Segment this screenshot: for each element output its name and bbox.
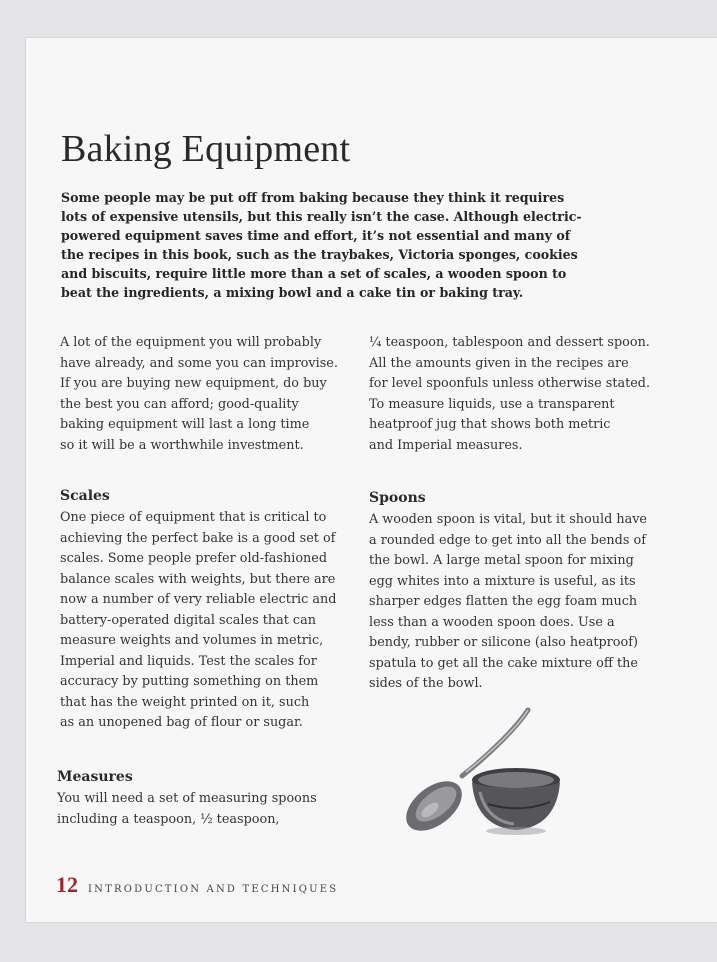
intro-paragraph: [61, 188, 601, 303]
text-line: measure weights and volumes in metric,: [60, 633, 324, 648]
intro-line: and biscuits, require little more than a set of scales, a wooden spoon to: [61, 266, 567, 282]
text-line: less than a wooden spoon does. Use a: [369, 614, 615, 630]
text-line: and Imperial measures.: [369, 437, 523, 453]
text-line: including a teaspoon, ½ teaspoon,: [57, 811, 280, 827]
spoons-heading: Spoons: [369, 490, 426, 506]
text-line: You will need a set of measuring spoons: [57, 791, 317, 806]
text-line: sides of the bowl.: [369, 676, 483, 691]
text-line: as an unopened bag of flour or sugar.: [60, 715, 303, 730]
measures-section: [57, 768, 347, 830]
text-line: spatula to get all the cake mixture off the: [369, 655, 638, 671]
scales-heading: Scales: [60, 488, 110, 504]
text-line: ¼ teaspoon, tablespoon and dessert spoon.: [369, 335, 650, 350]
text-line: baking equipment will last a long time: [60, 417, 310, 432]
text-line: bendy, rubber or silicone (also heatproof): [369, 635, 638, 650]
text-line: have already, and some you can improvise.: [60, 355, 338, 371]
text-line: One piece of equipment that is critical to: [60, 510, 327, 525]
text-line: so it will be a worthwhile investment.: [60, 437, 304, 453]
text-line: scales. Some people prefer old-fashioned: [60, 551, 328, 566]
page-title: Baking Equipment: [61, 128, 351, 170]
text-line: sharper edges flatten the egg foam much: [369, 594, 638, 609]
spoons-section: [369, 489, 669, 695]
intro-line: powered equipment saves time and effort, it’s not essential and many of: [61, 228, 571, 244]
text-line: a rounded edge to get into all the bends of: [369, 532, 646, 548]
section-name: INTRODUCTION AND TECHNIQUES: [88, 884, 339, 895]
text-line: for level spoonfuls unless otherwise stated.: [369, 376, 651, 391]
text-line: the bowl. A large metal spoon for mixing: [369, 553, 634, 568]
text-line: now a number of very reliable electric and: [60, 592, 337, 607]
text-line: that has the weight printed on it, such: [60, 694, 310, 710]
text-line: the best you can afford; good-quality: [60, 396, 299, 412]
mixing-bowl-icon: [472, 768, 560, 835]
intro-line: the recipes in this book, such as the traybakes, Victoria sponges, cookies: [61, 247, 578, 263]
general-paragraph-right: [369, 333, 669, 456]
scales-section: [60, 487, 350, 734]
general-paragraph-left: [60, 333, 350, 456]
text-line: battery-operated digital scales that can: [60, 612, 316, 628]
intro-line: beat the ingredients, a mixing bowl and a cake tin or baking tray.: [61, 285, 524, 301]
text-line: heatproof jug that shows both metric: [369, 417, 611, 432]
text-line: To measure liquids, use a transparent: [369, 396, 615, 412]
text-line: accuracy by putting something on them: [60, 674, 319, 689]
text-line: egg whites into a mixture is useful, as its: [369, 573, 636, 589]
text-line: All the amounts given in the recipes are: [369, 355, 629, 371]
page-number: 12: [56, 872, 78, 897]
text-line: A wooden spoon is vital, but it should have: [369, 512, 648, 527]
intro-line: Some people may be put off from baking because they think it requires: [61, 190, 565, 205]
measures-heading: Measures: [57, 769, 133, 785]
spoon-and-bowl-illustration: [398, 706, 580, 844]
text-line: If you are buying new equipment, do buy: [60, 376, 327, 391]
intro-line: lots of expensive utensils, but this really isn’t the case. Although electric-: [61, 209, 582, 225]
text-line: A lot of the equipment you will probably: [60, 335, 322, 350]
text-line: achieving the perfect bake is a good set of: [60, 530, 336, 546]
text-line: balance scales with weights, but there are: [60, 571, 336, 587]
page-footer: [56, 872, 338, 898]
text-line: Imperial and liquids. Test the scales for: [60, 653, 317, 669]
